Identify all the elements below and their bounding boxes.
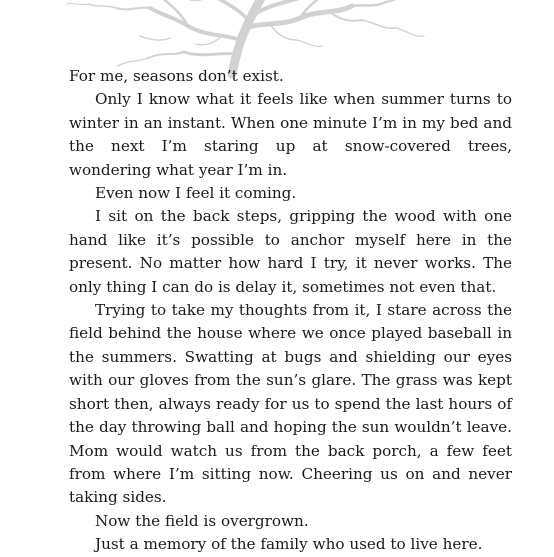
paragraph: Even now I feel it coming. bbox=[95, 184, 297, 203]
paragraph: Trying to take my thoughts from it, I stare across the field behind the house where we once played baseball in the summers. Swatting at bugs and shielding our eyes with our gloves from the sun’s glare. The grass was kept short then, always ready for us to spend the last hours of the day throwing ball and hoping the sun wouldn’t leave. Mom would watch us from the back porch, a few feet from where I’m sitting now. Cheering us on and never taking sides. bbox=[69, 301, 512, 507]
paragraph: Only I know what it feels like when summer turns to winter in an instant. When one minute I’m in my bed and the next I’m staring up at snow-covered trees, wondering what year I’m in. bbox=[69, 90, 512, 179]
paragraph: For me, seasons don’t exist. bbox=[69, 67, 284, 85]
paragraph: I sit on the back steps, gripping the wood with one hand like it’s possible to anchor myself here in the present. No matter how hard I try, it never works. The only thing I can do is delay it, sometimes not even that. bbox=[69, 207, 512, 296]
paragraph: Just a memory of the family who used to live here. bbox=[95, 535, 483, 554]
page-body-text bbox=[69, 65, 512, 557]
paragraph: Now the field is overgrown. bbox=[95, 511, 309, 530]
